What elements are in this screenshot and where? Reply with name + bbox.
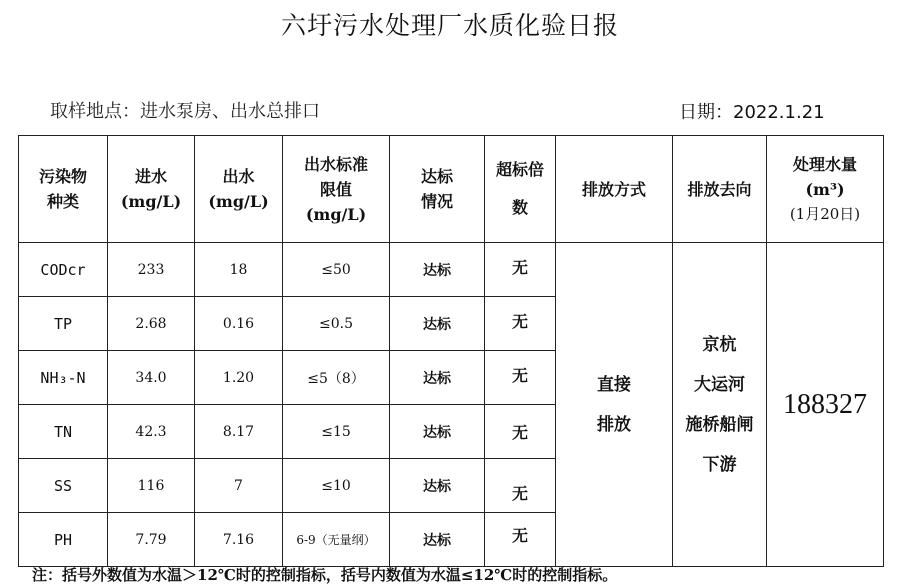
status-cell: 达标 [390, 459, 485, 513]
status-cell: 达标 [390, 513, 485, 567]
exceed-cell: 无 [485, 459, 556, 513]
exceed-cell: 无 [485, 297, 556, 351]
inflow-cell: 233 [108, 243, 195, 297]
header-outflow: 出水 (mg/L) [195, 136, 283, 243]
status-cell: 达标 [390, 297, 485, 351]
limit-cell: ≤5（8） [283, 351, 390, 405]
limit-cell: ≤50 [283, 243, 390, 297]
inflow-cell: 7.79 [108, 513, 195, 567]
exceed-cell: 无 [485, 513, 556, 567]
report-title: 六圩污水处理厂水质化验日报 [280, 11, 619, 40]
limit-cell: ≤15 [283, 405, 390, 459]
header-volume: 处理水量 (m³) (1月20日) [767, 136, 884, 243]
inflow-cell: 34.0 [108, 351, 195, 405]
pollutant-cell: NH₃-N [19, 351, 108, 405]
discharge-direction-cell: 京杭 大运河 施桥船闸 下游 [673, 243, 767, 567]
inflow-cell: 116 [108, 459, 195, 513]
exceed-cell: 无 [485, 405, 556, 459]
report-date: 日期：2022.1.21 [679, 102, 825, 123]
discharge-method-cell: 直接 排放 [556, 243, 673, 567]
status-cell: 达标 [390, 351, 485, 405]
outflow-cell: 7.16 [195, 513, 283, 567]
header-exceed: 超标倍 数 [485, 136, 556, 243]
pollutant-cell: SS [19, 459, 108, 513]
outflow-cell: 0.16 [195, 297, 283, 351]
exceed-cell: 无 [485, 351, 556, 405]
header-discharge-method: 排放方式 [556, 136, 673, 243]
header-row [19, 136, 884, 243]
limit-cell: ≤10 [283, 459, 390, 513]
pollutant-cell: PH [19, 513, 108, 567]
outflow-cell: 18 [195, 243, 283, 297]
pollutant-cell: CODcr [19, 243, 108, 297]
header-discharge-direction: 排放去向 [673, 136, 767, 243]
outflow-cell: 8.17 [195, 405, 283, 459]
header-pollutant: 污染物 种类 [19, 136, 108, 243]
sampling-location: 取样地点：进水泵房、出水总排口 [50, 101, 320, 122]
outflow-cell: 1.20 [195, 351, 283, 405]
status-cell: 达标 [390, 405, 485, 459]
pollutant-cell: TN [19, 405, 108, 459]
water-quality-table [18, 135, 884, 567]
inflow-cell: 2.68 [108, 297, 195, 351]
limit-cell: ≤0.5 [283, 297, 390, 351]
table-row [19, 243, 884, 297]
inflow-cell: 42.3 [108, 405, 195, 459]
limit-cell: 6-9（无量纲） [283, 513, 390, 567]
exceed-cell: 无 [485, 243, 556, 297]
treated-volume-cell: 188327 [767, 243, 884, 567]
outflow-cell: 7 [195, 459, 283, 513]
header-compliance: 达标 情况 [390, 136, 485, 243]
pollutant-cell: TP [19, 297, 108, 351]
status-cell: 达标 [390, 243, 485, 297]
header-inflow: 进水 (mg/L) [108, 136, 195, 243]
footnote: 注：括号外数值为水温＞12℃时的控制指标，括号内数值为水温≤12℃时的控制指标。 [32, 566, 618, 584]
header-limit: 出水标准 限值 (mg/L) [283, 136, 390, 243]
